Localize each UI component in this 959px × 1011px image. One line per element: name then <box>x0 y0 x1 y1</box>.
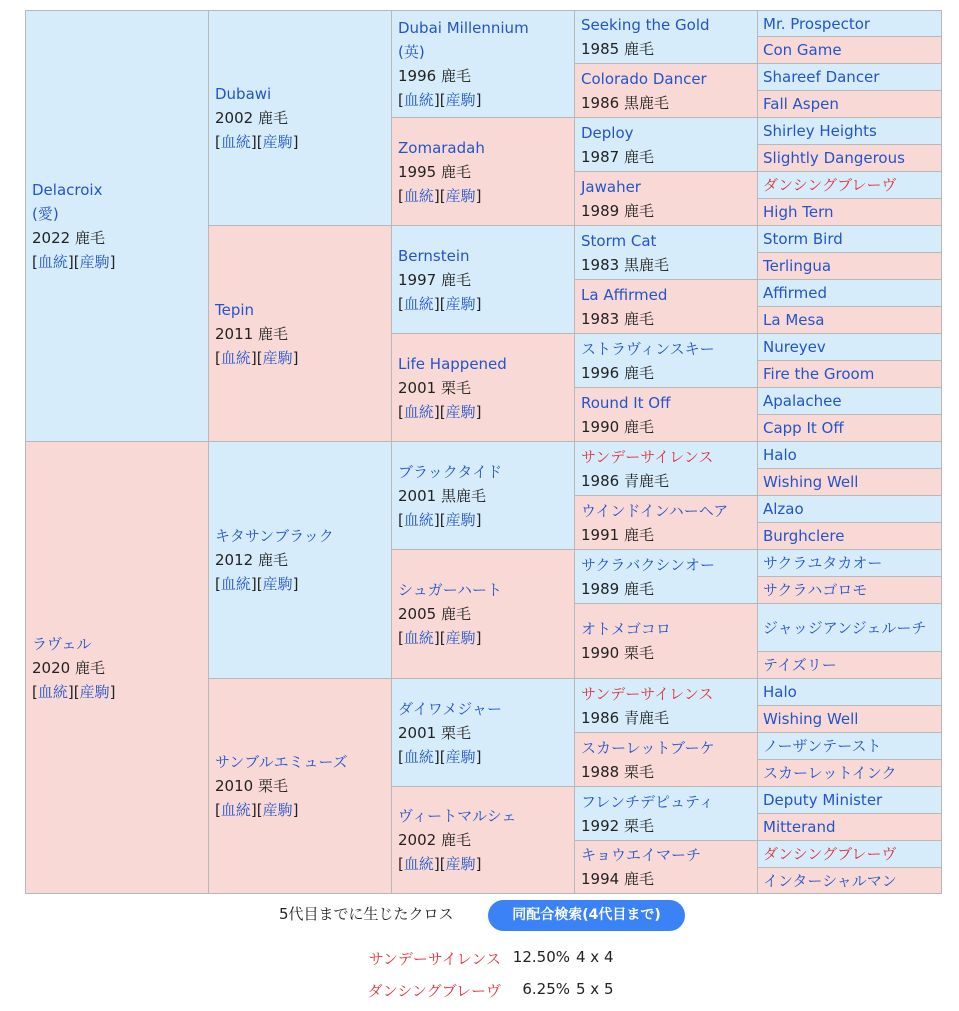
gen5-horse-cell <box>758 334 942 361</box>
horse-name-link[interactable]: Mitterand <box>763 818 836 836</box>
horse-year: 1988 <box>581 762 620 781</box>
horse-coat-color: 黒鹿毛 <box>623 255 669 274</box>
offspring-link[interactable]: 産駒 <box>262 575 293 593</box>
horse-year: 1992 <box>581 816 620 835</box>
horse-year: 2005 <box>398 605 437 623</box>
offspring-link[interactable]: 産駒 <box>445 402 476 421</box>
horse-year: 1986 <box>581 708 620 727</box>
gen3-horse-cell: Dubai Millennium (英) 1996 鹿毛 [血統][産駒] <box>392 11 575 118</box>
gen5-horse-cell <box>758 388 942 415</box>
pedigree-link[interactable]: 血統 <box>403 402 434 421</box>
gen5-horse-cell <box>758 361 942 388</box>
gen5-horse-cell <box>758 733 942 760</box>
horse-name-link[interactable]: Terlingua <box>763 257 832 275</box>
pedigree-link[interactable]: 血統 <box>403 510 434 529</box>
horse-name-link[interactable]: ブラックタイド <box>398 462 503 481</box>
horse-name-link[interactable]: Storm Bird <box>763 230 843 248</box>
pedigree-link[interactable]: 血統 <box>403 186 434 205</box>
gen5-horse-cell <box>758 760 942 787</box>
horse-name-link[interactable]: Fire the Groom <box>763 365 875 383</box>
horse-year: 2002 <box>215 109 254 127</box>
offspring-link[interactable]: 産駒 <box>445 510 476 529</box>
horse-name-link[interactable]: High Tern <box>763 203 834 221</box>
gen3-horse-cell: ヴィートマルシェ 2002 鹿毛 [血統][産駒] <box>392 787 575 894</box>
horse-coat-color: 鹿毛 <box>440 162 471 181</box>
horse-coat-color: 鹿毛 <box>623 363 654 382</box>
horse-coat-color: 鹿毛 <box>623 579 654 598</box>
gen4-horse-cell <box>575 11 758 64</box>
gen5-horse-cell <box>758 118 942 145</box>
horse-name-link[interactable]: サンデーサイレンス <box>581 447 714 466</box>
gen5-horse-cell <box>758 523 942 550</box>
horse-coat-color: 青鹿毛 <box>623 708 669 727</box>
horse-name-link[interactable]: ヴィートマルシェ <box>398 807 517 825</box>
horse-name-link[interactable]: Apalachee <box>763 392 842 410</box>
gen5-horse-cell <box>758 469 942 496</box>
offspring-link[interactable]: 産駒 <box>262 801 293 819</box>
horse-name-link[interactable]: La Affirmed <box>581 285 668 304</box>
gen5-horse-cell <box>758 172 942 199</box>
horse-name-link[interactable]: ダンシングブレーヴ <box>763 845 897 863</box>
offspring-link[interactable]: 産駒 <box>445 91 476 109</box>
gen5-horse-cell <box>758 37 942 64</box>
gen4-horse-cell <box>575 280 758 334</box>
horse-coat-color: 栗毛 <box>623 762 654 781</box>
horse-name-link[interactable]: Storm Cat <box>581 231 657 250</box>
gen5-horse-cell <box>758 868 942 894</box>
offspring-link[interactable]: 産駒 <box>445 629 476 647</box>
horse-coat-color: 鹿毛 <box>623 525 654 544</box>
pedigree-link[interactable]: 血統 <box>37 682 68 701</box>
horse-name-link[interactable]: オトメゴコロ <box>581 620 671 638</box>
horse-name-link[interactable]: スカーレットインク <box>763 764 897 782</box>
horse-name-link[interactable]: キタサンブラック <box>215 527 334 545</box>
pedigree-link[interactable]: 血統 <box>403 747 434 766</box>
gen4-horse-cell <box>575 550 758 604</box>
horse-name-link[interactable]: ダイワメジャー <box>398 699 502 718</box>
horse-coat-color: 鹿毛 <box>257 551 288 569</box>
gen4-horse-cell <box>575 172 758 226</box>
offspring-link[interactable]: 産駒 <box>445 294 476 313</box>
horse-year: 2002 <box>398 831 437 849</box>
horse-year: 1985 <box>581 40 620 58</box>
gen5-horse-cell <box>758 91 942 118</box>
horse-year: 1983 <box>581 309 620 328</box>
gen5-horse-cell <box>758 496 942 523</box>
horse-name-link[interactable]: Tepin <box>215 300 255 319</box>
gen5-horse-cell <box>758 307 942 334</box>
horse-year: 1990 <box>581 417 620 436</box>
horse-name-link[interactable]: Con Game <box>763 41 842 59</box>
horse-year: 2001 <box>398 378 437 397</box>
horse-name-link[interactable]: Deputy Minister <box>763 791 883 809</box>
pedigree-link[interactable]: 血統 <box>220 133 251 151</box>
horse-coat-color: 鹿毛 <box>257 324 288 343</box>
gen1-horse-cell: Delacroix (愛) 2022 鹿毛 [血統][産駒] <box>26 11 209 442</box>
horse-name-link[interactable]: Nureyev <box>763 338 826 356</box>
same-mating-search-button[interactable]: 同配合検索(4代目まで) <box>488 900 685 931</box>
pedigree-link[interactable]: 血統 <box>403 629 434 647</box>
cross-horse-name[interactable]: サンデーサイレンス <box>368 950 501 968</box>
horse-coat-color: 栗毛 <box>440 378 471 397</box>
horse-year: 1995 <box>398 162 437 181</box>
gen2-horse-cell: Dubawi 2002 鹿毛 [血統][産駒] <box>209 11 392 226</box>
horse-coat-color: 鹿毛 <box>623 309 654 328</box>
gen4-horse-cell <box>575 442 758 496</box>
horse-coat-color: 青鹿毛 <box>623 471 669 490</box>
gen5-horse-cell <box>758 814 942 841</box>
horse-year: 2011 <box>215 324 254 343</box>
horse-name-link[interactable]: Jawaher <box>581 177 641 196</box>
gen4-horse-cell <box>575 334 758 388</box>
horse-name-link[interactable]: Halo <box>763 446 797 464</box>
horse-year: 1997 <box>398 270 437 289</box>
gen4-horse-cell <box>575 841 758 894</box>
cross-generations: 5 x 5 <box>576 980 614 998</box>
horse-name-link[interactable]: Mr. Prospector <box>763 14 871 33</box>
gen4-horse-cell <box>575 64 758 118</box>
gen5-horse-cell <box>758 226 942 253</box>
gen3-horse-cell: ブラックタイド 2001 黒鹿毛 [血統][産駒] <box>392 442 575 550</box>
horse-year: 2001 <box>398 486 437 505</box>
horse-coat-color: 鹿毛 <box>623 417 654 436</box>
horse-year: 2022 <box>32 229 71 247</box>
horse-name-link[interactable]: Slightly Dangerous <box>763 149 905 167</box>
cross-percent: 6.25% <box>522 980 570 998</box>
horse-name-link[interactable]: Alzao <box>763 500 804 518</box>
gen4-horse-cell <box>575 496 758 550</box>
horse-coat-color: 栗毛 <box>257 777 288 795</box>
horse-year: 1991 <box>581 525 620 544</box>
gen5-horse-cell <box>758 253 942 280</box>
gen3-horse-cell: Bernstein 1997 鹿毛 [血統][産駒] <box>392 226 575 334</box>
horse-name-link[interactable]: テイズリー <box>763 656 837 674</box>
horse-coat-color: 鹿毛 <box>440 831 471 849</box>
cross-row <box>0 948 959 972</box>
horse-name-link[interactable]: ダンシングブレーヴ <box>763 176 897 194</box>
horse-name-link[interactable]: Colorado Dancer <box>581 69 707 88</box>
cross-percent: 12.50% <box>512 948 570 966</box>
horse-year: 1986 <box>581 471 620 490</box>
gen5-horse-cell <box>758 145 942 172</box>
gen3-horse-cell: ダイワメジャー 2001 栗毛 [血統][産駒] <box>392 679 575 787</box>
gen5-horse-cell <box>758 787 942 814</box>
offspring-link[interactable]: 産駒 <box>445 186 476 205</box>
horse-name-link[interactable]: Life Happened <box>398 354 507 373</box>
gen4-horse-cell <box>575 118 758 172</box>
horse-name-link[interactable]: Bernstein <box>398 246 470 265</box>
horse-year: 1989 <box>581 201 620 220</box>
horse-name-link[interactable]: Dubai Millennium <box>398 19 529 37</box>
horse-name-link[interactable]: Dubawi <box>215 85 272 103</box>
gen5-horse-cell <box>758 11 942 37</box>
horse-name-link[interactable]: Round It Off <box>581 393 671 412</box>
pedigree-link[interactable]: 血統 <box>403 294 434 313</box>
horse-name-link[interactable]: Delacroix <box>32 181 103 199</box>
horse-year: 1983 <box>581 255 620 274</box>
horse-year: 1996 <box>581 363 620 382</box>
horse-year: 2012 <box>215 551 254 569</box>
horse-name-link[interactable]: ジャッジアンジェルーチ <box>763 618 927 637</box>
gen3-horse-cell: Zomaradah 1995 鹿毛 [血統][産駒] <box>392 118 575 226</box>
gen5-horse-cell <box>758 415 942 442</box>
horse-coat-color: 黒鹿毛 <box>440 486 486 505</box>
horse-coat-color: 鹿毛 <box>440 270 471 289</box>
gen5-horse-cell <box>758 604 942 652</box>
horse-year: 1986 <box>581 93 620 112</box>
horse-origin[interactable]: (愛) <box>32 205 59 223</box>
horse-name-link[interactable]: サンデーサイレンス <box>581 684 714 703</box>
horse-name-link[interactable]: シュガーハート <box>398 581 502 599</box>
offspring-link[interactable]: 産駒 <box>262 348 293 367</box>
horse-coat-color: 鹿毛 <box>623 147 654 166</box>
horse-name-link[interactable]: フレンチデピュティ <box>581 792 714 811</box>
gen4-horse-cell <box>575 733 758 787</box>
horse-coat-color: 鹿毛 <box>74 658 105 677</box>
gen1-horse-cell: ラヴェル 2020 鹿毛 [血統][産駒] <box>26 442 209 894</box>
horse-name-link[interactable]: Burghclere <box>763 527 845 545</box>
horse-coat-color: 鹿毛 <box>74 229 105 247</box>
horse-coat-color: 鹿毛 <box>623 201 654 220</box>
horse-coat-color: 鹿毛 <box>623 870 654 888</box>
cross-row <box>0 980 959 1004</box>
gen4-horse-cell <box>575 388 758 442</box>
horse-coat-color: 栗毛 <box>623 644 654 662</box>
pedigree-table <box>25 10 942 894</box>
horse-name-link[interactable]: Seeking the Gold <box>581 16 710 34</box>
pedigree-link[interactable]: 血統 <box>403 91 434 109</box>
gen5-horse-cell <box>758 706 942 733</box>
cross-heading: 5代目までに生じたクロス <box>279 905 454 923</box>
offspring-link[interactable]: 産駒 <box>445 855 476 873</box>
gen3-horse-cell: シュガーハート 2005 鹿毛 [血統][産駒] <box>392 550 575 679</box>
horse-name-link[interactable]: Wishing Well <box>763 710 859 728</box>
gen5-horse-cell <box>758 280 942 307</box>
horse-coat-color: 栗毛 <box>623 816 654 835</box>
gen5-horse-cell <box>758 199 942 226</box>
horse-name-link[interactable]: Zomaradah <box>398 138 485 157</box>
horse-name-link[interactable]: Fall Aspen <box>763 95 839 113</box>
gen4-horse-cell <box>575 604 758 679</box>
horse-name-link[interactable]: Shirley Heights <box>763 122 877 140</box>
offspring-link[interactable]: 産駒 <box>79 253 110 271</box>
cross-generations: 4 x 4 <box>576 948 614 966</box>
horse-name-link[interactable]: サクラハゴロモ <box>763 581 868 599</box>
pedigree-link[interactable]: 血統 <box>37 253 68 271</box>
gen4-horse-cell <box>575 679 758 733</box>
offspring-link[interactable]: 産駒 <box>79 682 110 701</box>
horse-coat-color: 鹿毛 <box>257 109 288 127</box>
cross-horse-name[interactable]: ダンシングブレーヴ <box>367 982 501 1000</box>
horse-coat-color: 鹿毛 <box>440 605 471 623</box>
horse-name-link[interactable]: Wishing Well <box>763 473 859 491</box>
pedigree-link[interactable]: 血統 <box>220 348 251 367</box>
horse-name-link[interactable]: サンブルエミューズ <box>215 753 348 771</box>
horse-year: 1994 <box>581 870 620 888</box>
pedigree-link[interactable]: 血統 <box>403 855 434 873</box>
horse-coat-color: 黒鹿毛 <box>623 93 669 112</box>
horse-name-link[interactable]: ウインドインハーヘア <box>581 501 729 520</box>
gen5-horse-cell <box>758 679 942 706</box>
offspring-link[interactable]: 産駒 <box>262 133 293 151</box>
horse-name-link[interactable]: ストラヴィンスキー <box>581 339 715 358</box>
gen5-horse-cell <box>758 841 942 868</box>
gen5-horse-cell <box>758 550 942 577</box>
pedigree-link[interactable]: 血統 <box>220 575 251 593</box>
gen4-horse-cell <box>575 787 758 841</box>
horse-name-link[interactable]: Deploy <box>581 123 634 142</box>
gen2-horse-cell: サンブルエミューズ 2010 栗毛 [血統][産駒] <box>209 679 392 894</box>
offspring-link[interactable]: 産駒 <box>445 747 476 766</box>
horse-name-link[interactable]: キョウエイマーチ <box>581 846 702 864</box>
gen5-horse-cell <box>758 577 942 604</box>
gen3-horse-cell: Life Happened 2001 栗毛 [血統][産駒] <box>392 334 575 442</box>
horse-name-link[interactable]: インターシャルマン <box>763 871 897 890</box>
gen4-horse-cell <box>575 226 758 280</box>
gen5-horse-cell <box>758 652 942 679</box>
gen2-horse-cell: Tepin 2011 鹿毛 [血統][産駒] <box>209 226 392 442</box>
horse-coat-color: 栗毛 <box>440 723 471 742</box>
horse-year: 2010 <box>215 777 254 795</box>
horse-name-link[interactable]: Affirmed <box>763 284 828 302</box>
horse-coat-color: 鹿毛 <box>440 67 471 85</box>
horse-name-link[interactable]: Halo <box>763 683 797 701</box>
horse-year: 1996 <box>398 67 437 85</box>
horse-name-link[interactable]: サクラユタカオー <box>763 554 883 572</box>
horse-name-link[interactable]: サクラバクシンオー <box>581 555 716 574</box>
gen5-horse-cell <box>758 64 942 91</box>
gen5-horse-cell <box>758 442 942 469</box>
horse-year: 1990 <box>581 644 620 662</box>
horse-name-link[interactable]: La Mesa <box>763 311 825 329</box>
horse-name-link[interactable]: ノーザンテースト <box>763 737 882 755</box>
gen2-horse-cell: キタサンブラック 2012 鹿毛 [血統][産駒] <box>209 442 392 679</box>
horse-coat-color: 鹿毛 <box>623 40 654 58</box>
pedigree-link[interactable]: 血統 <box>220 801 251 819</box>
horse-year: 2020 <box>32 658 71 677</box>
horse-name-link[interactable]: Capp It Off <box>763 419 844 437</box>
horse-name-link[interactable]: ラヴェル <box>32 634 92 653</box>
horse-name-link[interactable]: Shareef Dancer <box>763 68 880 86</box>
horse-year: 1987 <box>581 147 620 166</box>
horse-name-link[interactable]: スカーレットブーケ <box>581 738 715 757</box>
horse-year: 1989 <box>581 579 620 598</box>
horse-year: 2001 <box>398 723 437 742</box>
horse-origin[interactable]: (英) <box>398 43 425 61</box>
